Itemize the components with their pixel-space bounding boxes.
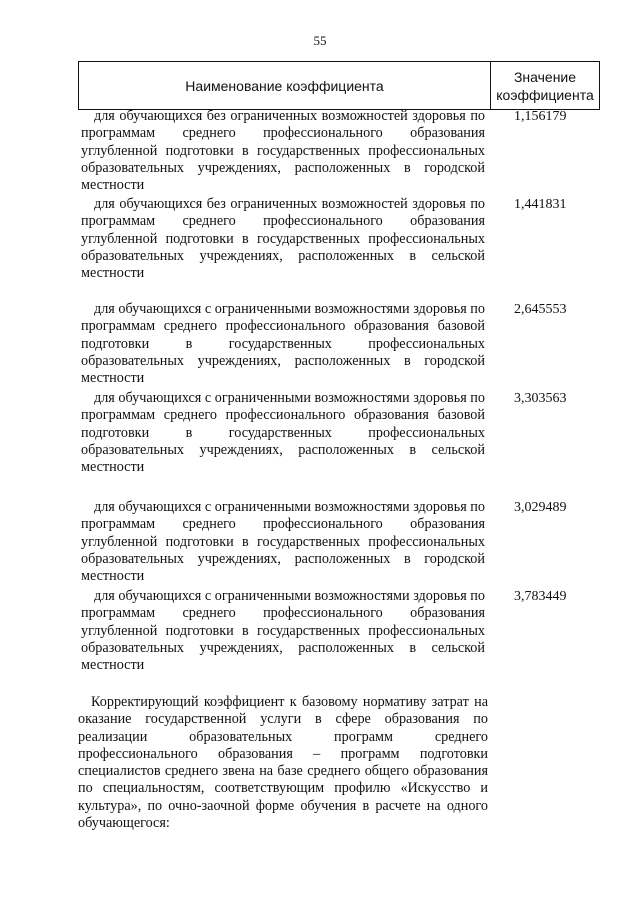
row-value: 3,303563 xyxy=(514,391,567,406)
row-value: 3,783449 xyxy=(514,589,567,604)
row-description: для обучающихся с ограниченными возможностями здоровья по программам среднего профессионального образования углубленной подготовки в государственных профессиональных образовательных учреждениях, расположенных в городской местности xyxy=(81,499,485,585)
table-header xyxy=(78,61,600,110)
row-value: 3,029489 xyxy=(514,500,567,515)
header-coefficient-value xyxy=(491,62,599,109)
correction-coefficient-paragraph: Корректирующий коэффициент к базовому нормативу затрат на оказание государственной услуги в сфере образования по реализации образовательных программ среднего профессионального образования – программ подготовки специалистов среднего звена на базе среднего общего образования по специальностям, соответствующим профилю «Искусство и культура», по очно-заочной форме обучения в расчете на одного обучающегося: xyxy=(78,694,488,832)
row-description: для обучающихся с ограниченными возможностями здоровья по программам среднего профессионального образования базовой подготовки в государственных профессиональных образовательных учреждениях, расположенных в сельской местности xyxy=(81,390,485,476)
header-coefficient-name: Наименование коэффициента xyxy=(79,62,491,109)
row-description: для обучающихся с ограниченными возможностями здоровья по программам среднего профессионального образования базовой подготовки в государственных профессиональных образовательных учреждениях, расположенных в городской местности xyxy=(81,301,485,387)
row-value: 1,156179 xyxy=(514,109,567,124)
row-description: для обучающихся без ограниченных возможностей здоровья по программам среднего профессионального образования углубленной подготовки в государственных профессиональных образовательных учреждениях, расположенных в городской местности xyxy=(81,108,485,194)
header-value-line1: Значение xyxy=(513,68,577,85)
row-description: для обучающихся с ограниченными возможностями здоровья по программам среднего профессионального образования углубленной подготовки в государственных профессиональных образовательных учреждениях, расположенных в сельской местности xyxy=(81,588,485,674)
row-value: 1,441831 xyxy=(514,197,567,212)
header-value-line2: коэффициента xyxy=(496,86,594,103)
row-value: 2,645553 xyxy=(514,302,567,317)
page-number: 55 xyxy=(313,33,327,48)
row-description: для обучающихся без ограниченных возможностей здоровья по программам среднего профессионального образования углубленной подготовки в государственных профессиональных образовательных учреждениях, расположенных в сельской местности xyxy=(81,196,485,282)
coefficient-table xyxy=(78,61,600,674)
